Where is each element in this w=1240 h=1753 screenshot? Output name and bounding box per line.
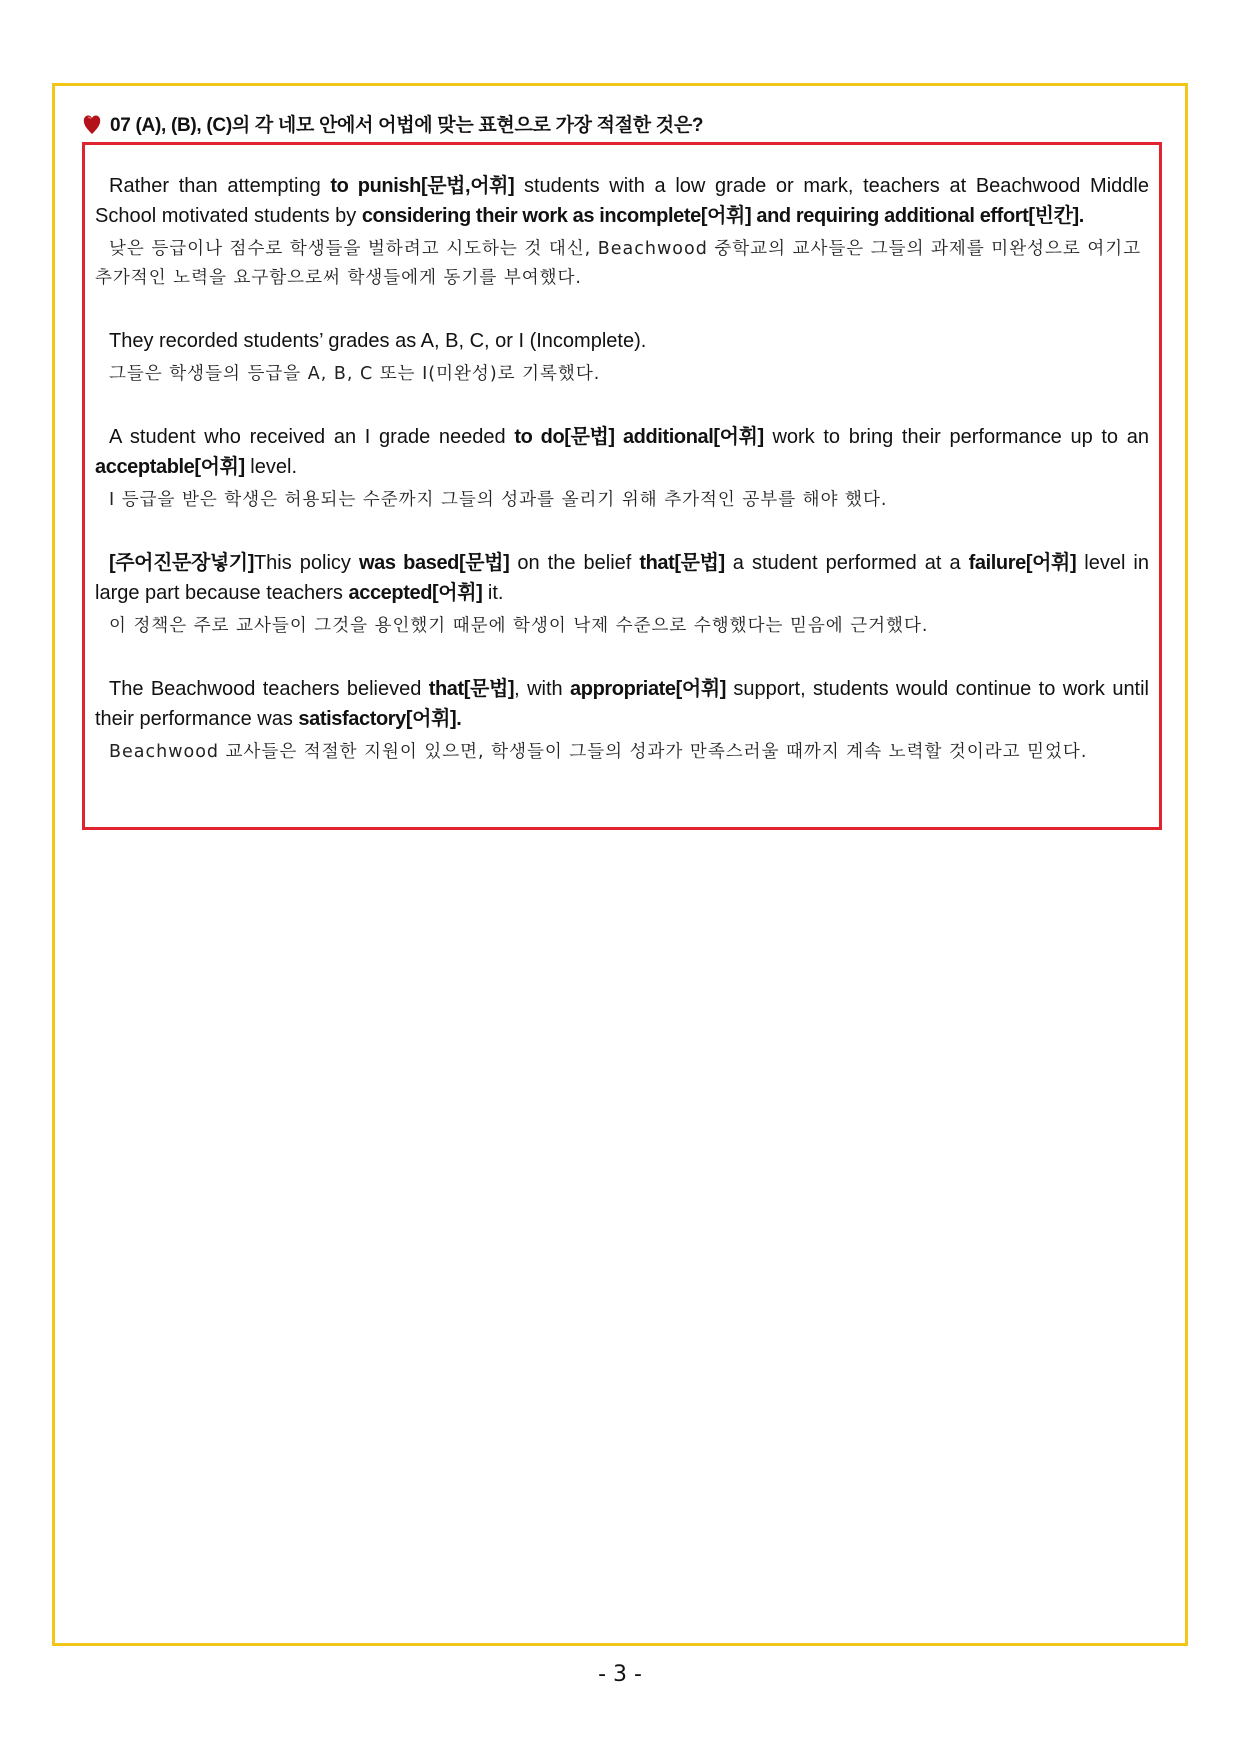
- korean-translation: 이 정책은 주로 교사들이 그것을 용인했기 때문에 학생이 낙제 수준으로 수행했다는 믿음에 근거했다.: [109, 616, 929, 636]
- korean-translation: I 등급을 받은 학생은 허용되는 수준까지 그들의 성과를 올리기 위해 추가적인 공부를 해야 했다.: [109, 490, 888, 510]
- sentence-text: on the belief: [509, 552, 640, 574]
- korean-translation: 그들은 학생들의 등급을 A, B, C 또는 I(미완성)로 기록했다.: [109, 364, 601, 384]
- highlighted-phrase: considering their work as incomplete[어휘] and requiring additional effort[빈칸].: [361, 205, 1084, 227]
- sentence-text: A student who received an I grade needed: [109, 426, 515, 448]
- highlighted-phrase: to punish[문법,어휘]: [330, 175, 515, 197]
- sentence-text: Rather than attempting: [109, 175, 331, 197]
- highlighted-phrase: that[문법]: [428, 678, 515, 700]
- highlighted-phrase: acceptable[어휘]: [95, 456, 245, 478]
- sentence-text: level in large part because teachers: [95, 552, 1149, 604]
- answer-box: [82, 142, 1162, 830]
- highlighted-phrase: that[문법]: [639, 552, 725, 574]
- question-header: [82, 110, 703, 137]
- sentence-text: , with: [514, 678, 571, 700]
- paragraph-3: [95, 422, 1149, 515]
- paragraph-4: [95, 548, 1149, 641]
- sentence-text: They recorded students’ grades as A, B, C, or I (Incomplete).: [109, 330, 647, 352]
- english-sentence: [95, 548, 1149, 608]
- highlighted-phrase: [주어진문장넣기]: [109, 552, 254, 574]
- sentence-text: The Beachwood teachers believed: [109, 678, 429, 700]
- page-number: - 3 -: [598, 1662, 642, 1687]
- highlighted-phrase: satisfactory[어휘].: [298, 708, 462, 730]
- highlighted-phrase: accepted[어휘]: [348, 582, 483, 604]
- highlighted-phrase: to do[문법] additional[어휘]: [514, 426, 764, 448]
- paragraph-2: [95, 326, 1149, 389]
- sentence-text: it.: [482, 582, 504, 604]
- english-sentence: [95, 422, 1149, 482]
- sentence-text: This policy: [253, 552, 359, 574]
- sentence-text: level.: [244, 456, 297, 478]
- paragraph-5: [95, 674, 1149, 767]
- korean-translation: 낮은 등급이나 점수로 학생들을 벌하려고 시도하는 것 대신, Beachwood 중학교의 교사들은 그들의 과제를 미완성으로 여기고 추가적인 노력을 요구함으로써 학생들에게 동기를 부여했다.: [95, 239, 1142, 288]
- highlighted-phrase: appropriate[어휘]: [570, 678, 727, 700]
- sentence-text: work to bring their performance up to an: [763, 426, 1149, 448]
- sentence-text: support, students would continue to work until their performance was: [95, 678, 1150, 730]
- question-text: 07 (A), (B), (C)의 각 네모 안에서 어법에 맞는 표현으로 가장 적절한 것은?: [110, 115, 704, 136]
- highlighted-phrase: failure[어휘]: [968, 552, 1077, 574]
- red-heart-bullet-icon: [82, 113, 102, 135]
- sentence-text: students with a low grade or mark, teachers at Beachwood Middle School motivated students by: [95, 175, 1149, 227]
- english-sentence: [95, 674, 1149, 734]
- highlighted-phrase: was based[문법]: [358, 552, 510, 574]
- english-sentence: [95, 326, 1149, 356]
- english-sentence: [95, 171, 1149, 231]
- sentence-text: a student performed at a: [724, 552, 969, 574]
- paragraph-1: [95, 171, 1149, 293]
- korean-translation: Beachwood 교사들은 적절한 지원이 있으면, 학생들이 그들의 성과가 만족스러울 때까지 계속 노력할 것이라고 믿었다.: [109, 742, 1088, 762]
